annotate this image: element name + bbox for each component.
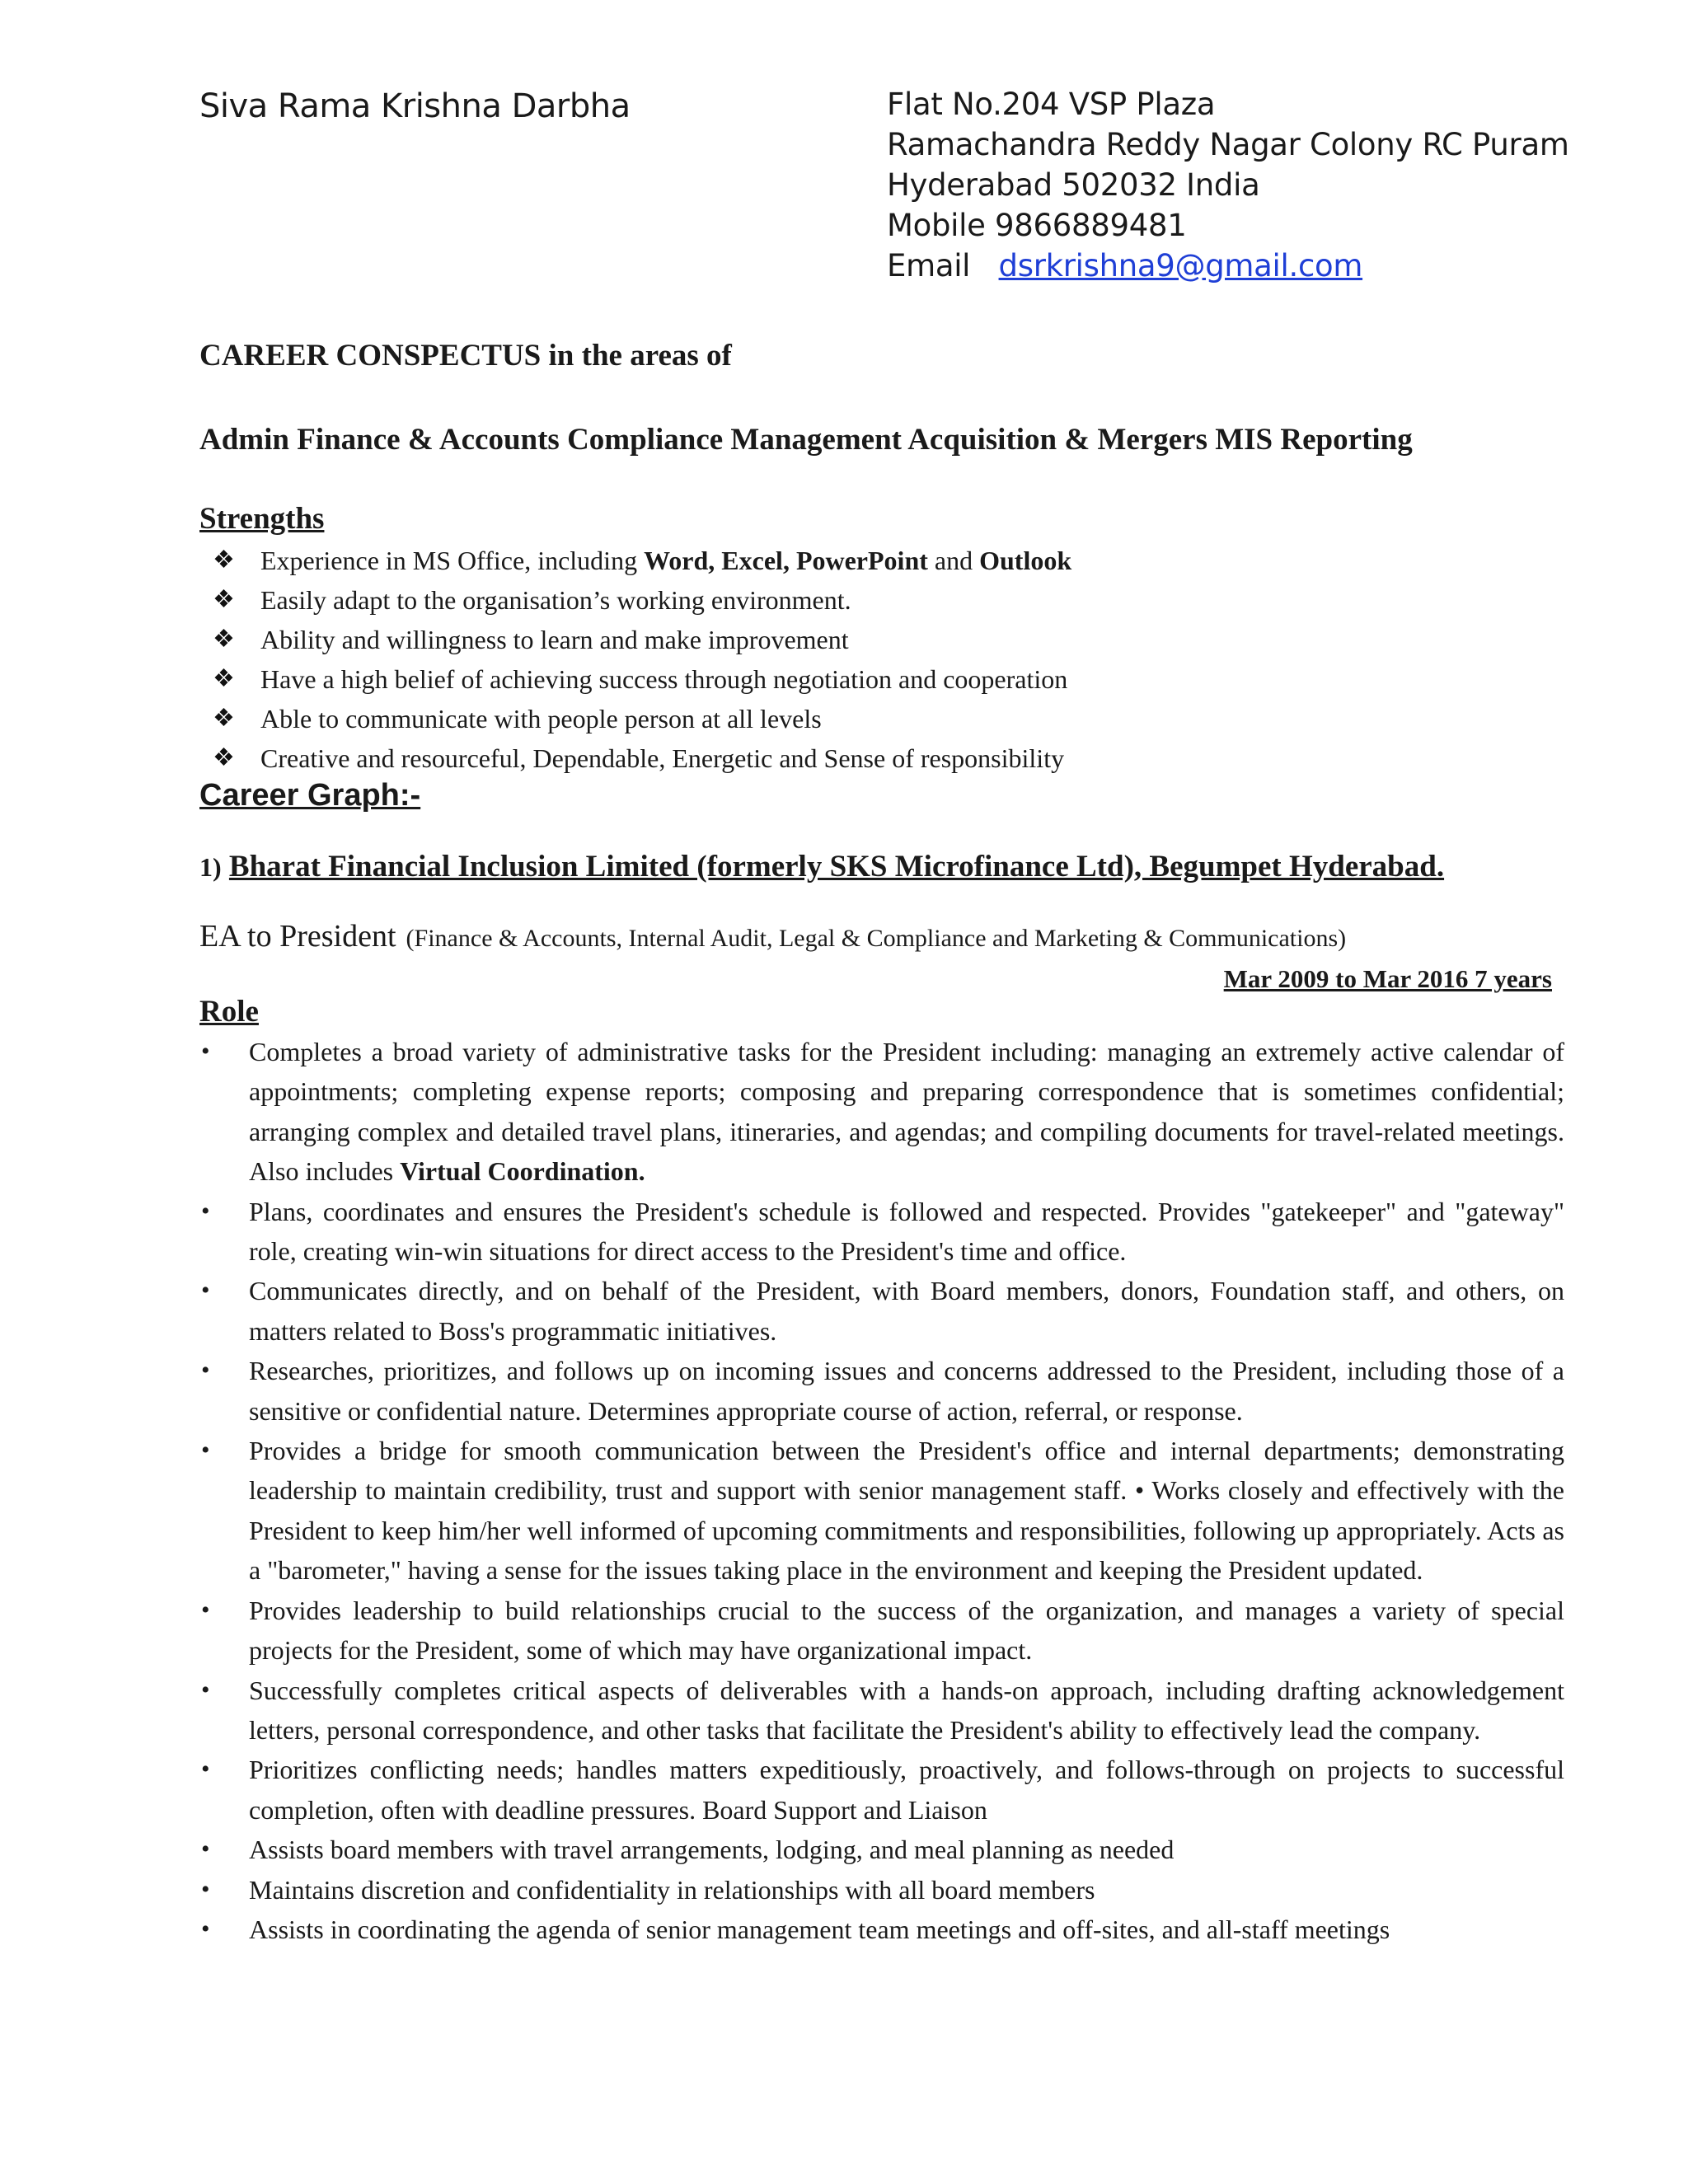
address-line: Hyderabad 502032 India xyxy=(887,167,1260,203)
bullet-icon: • xyxy=(201,1596,210,1624)
bullet-icon: • xyxy=(201,1675,210,1704)
duty-item: • Prioritizes conflicting needs; handles matters expeditiously, proactively, and follows-through on projects to successful completion, often with deadline pressures. Board Support and Liaison xyxy=(199,1750,1564,1830)
position-line xyxy=(199,918,1346,954)
career-graph-heading: Career Graph:- xyxy=(199,778,421,813)
email-link[interactable]: dsrkrishna9@gmail.com xyxy=(998,248,1363,284)
bullet-icon: • xyxy=(201,1436,210,1465)
position-title: EA to President xyxy=(199,919,396,954)
company-name: Bharat Financial Inclusion Limited (formerly SKS Microfinance Ltd), Begumpet Hyderabad. xyxy=(228,850,1445,883)
bullet-icon: • xyxy=(201,1197,210,1225)
strength-item: ❖ Have a high belief of achieving success through negotiation and cooperation xyxy=(213,659,1071,699)
role-heading: Role xyxy=(199,995,259,1029)
address-line: Flat No.204 VSP Plaza xyxy=(887,87,1216,122)
duty-item: • Assists in coordinating the agenda of senior management team meetings and off-sites, and all-staff meetings xyxy=(199,1910,1564,1949)
role-duties-list xyxy=(199,1032,1564,1949)
bullet-icon: • xyxy=(201,1277,210,1305)
strength-item: ❖ Ability and willingness to learn and make improvement xyxy=(213,620,1071,659)
duty-item: • Successfully completes critical aspects of deliverables with a hands-on approach, including drafting acknowledgement letters, personal correspondence, and other tasks that facilitate the President's ability to effectively lead the company. xyxy=(199,1671,1564,1750)
diamond-bullet-icon: ❖ xyxy=(213,626,235,653)
mobile-line: Mobile 9866889481 xyxy=(887,208,1187,243)
address-line: Ramachandra Reddy Nagar Colony RC Puram xyxy=(887,127,1569,162)
candidate-name: Siva Rama Krishna Darbha xyxy=(199,87,631,125)
diamond-bullet-icon: ❖ xyxy=(213,744,235,771)
bullet-icon: • xyxy=(201,1835,210,1863)
conspectus-heading: CAREER CONSPECTUS in the areas of xyxy=(199,339,732,373)
strength-item: ❖ Easily adapt to the organisation’s working environment. xyxy=(213,580,1071,620)
areas-of-expertise: Admin Finance & Accounts Compliance Management Acquisition & Mergers MIS Reporting xyxy=(199,423,1413,457)
diamond-bullet-icon: ❖ xyxy=(213,546,235,574)
bullet-icon: • xyxy=(201,1915,210,1943)
strength-item: ❖ Experience in MS Office, including Word, Excel, PowerPoint and Outlook xyxy=(213,541,1071,580)
duty-item: • Completes a broad variety of administrative tasks for the President including: managing an extremely active calendar of appointments; completing expense reports; composing and preparing correspondence that is sometimes confidential; arranging complex and detailed travel plans, itineraries, and agendas; and compiling documents for travel-related meetings. Also includes Virtual Coordination. xyxy=(199,1032,1564,1192)
duty-item: • Provides leadership to build relationships crucial to the success of the organization, and manages a variety of special projects for the President, some of which may have organizational impact. xyxy=(199,1591,1564,1671)
strengths-heading: Strengths xyxy=(199,502,325,536)
diamond-bullet-icon: ❖ xyxy=(213,665,235,692)
strength-item: ❖ Able to communicate with people person at all levels xyxy=(213,699,1071,738)
bullet-icon: • xyxy=(201,1357,210,1385)
email-label: Email xyxy=(887,248,971,284)
bullet-icon: • xyxy=(201,1875,210,1903)
bullet-icon: • xyxy=(201,1038,210,1065)
duty-item: • Maintains discretion and confidentiality in relationships with all board members xyxy=(199,1870,1564,1910)
company-heading xyxy=(199,849,1444,884)
duty-item: • Plans, coordinates and ensures the President's schedule is followed and respected. Provides "gatekeeper" and "gateway" role, creating win-win situations for direct access to the President's time and office. xyxy=(199,1192,1564,1272)
email-line xyxy=(887,246,1569,286)
duty-item: • Researches, prioritizes, and follows up on incoming issues and concerns addressed to the President, including those of a sensitive or confidential nature. Determines appropriate course of action, referral, or response. xyxy=(199,1351,1564,1431)
bullet-icon: • xyxy=(201,1755,210,1783)
employment-period: Mar 2009 to Mar 2016 7 years xyxy=(1223,964,1552,993)
strength-item: ❖ Creative and resourceful, Dependable, Energetic and Sense of responsibility xyxy=(213,738,1071,778)
company-number: 1) xyxy=(199,852,222,882)
contact-block xyxy=(887,84,1569,286)
position-departments: (Finance & Accounts, Internal Audit, Legal & Compliance and Marketing & Communications) xyxy=(406,925,1347,952)
diamond-bullet-icon: ❖ xyxy=(213,586,235,613)
duty-item: • Assists board members with travel arrangements, lodging, and meal planning as needed xyxy=(199,1830,1564,1869)
strengths-list xyxy=(213,541,1071,778)
duty-item: • Communicates directly, and on behalf of the President, with Board members, donors, Foundation staff, and others, on matters related to Boss's programmatic initiatives. xyxy=(199,1271,1564,1351)
duty-item: • Provides a bridge for smooth communication between the President's office and internal departments; demonstrating leadership to maintain credibility, trust and support with senior management staff. • Works closely and effectively with the President to keep him/her well informed of upcoming commitments and responsibilities, following up appropriately. Acts as a "barometer," having a sense for the issues taking place in the environment and keeping the President updated. xyxy=(199,1431,1564,1591)
diamond-bullet-icon: ❖ xyxy=(213,705,235,732)
